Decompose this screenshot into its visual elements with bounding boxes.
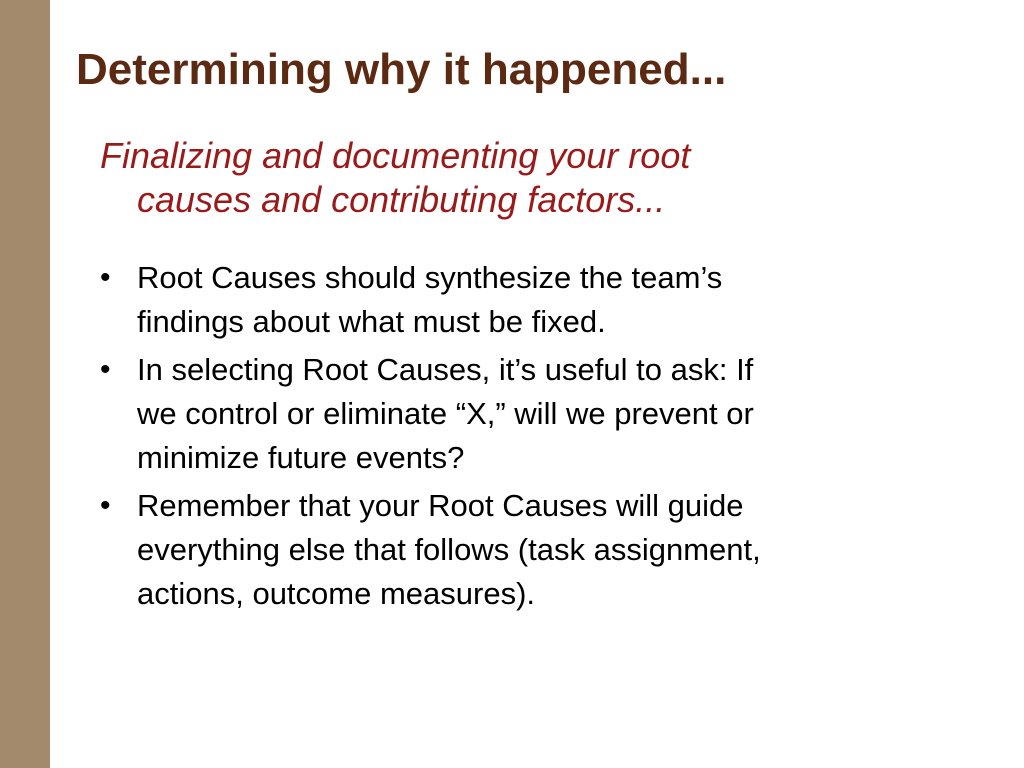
bullet-marker: •	[100, 489, 111, 522]
bullet-item-selecting	[100, 348, 980, 480]
bullet-line: actions, outcome measures).	[137, 576, 536, 611]
bullet-line: Root Causes should synthesize the team’s	[137, 260, 723, 295]
bullet-text	[137, 348, 980, 480]
bullet-line: Remember that your Root Causes will guide	[137, 488, 744, 523]
bullet-item-synthesize	[100, 256, 980, 344]
bullet-item-remember	[100, 484, 980, 616]
bullet-text	[137, 256, 980, 344]
subtitle-line: Finalizing and documenting your root	[100, 135, 691, 176]
bullet-line: findings about what must be fixed.	[137, 304, 606, 339]
decorative-sidebar-bar	[0, 0, 50, 768]
slide-subtitle	[100, 134, 920, 222]
bullet-line: In selecting Root Causes, it’s useful to ask: If	[137, 352, 754, 387]
bullet-list	[100, 256, 980, 620]
bullet-marker: •	[100, 261, 111, 294]
bullet-text	[137, 484, 980, 616]
bullet-line: everything else that follows (task assignment,	[137, 532, 761, 567]
slide-title: Determining why it happened...	[76, 45, 727, 94]
bullet-line: minimize future events?	[137, 440, 465, 475]
subtitle-line: causes and contributing factors...	[137, 179, 666, 220]
bullet-marker: •	[100, 353, 111, 386]
bullet-line: we control or eliminate “X,” will we prevent or	[137, 396, 754, 431]
